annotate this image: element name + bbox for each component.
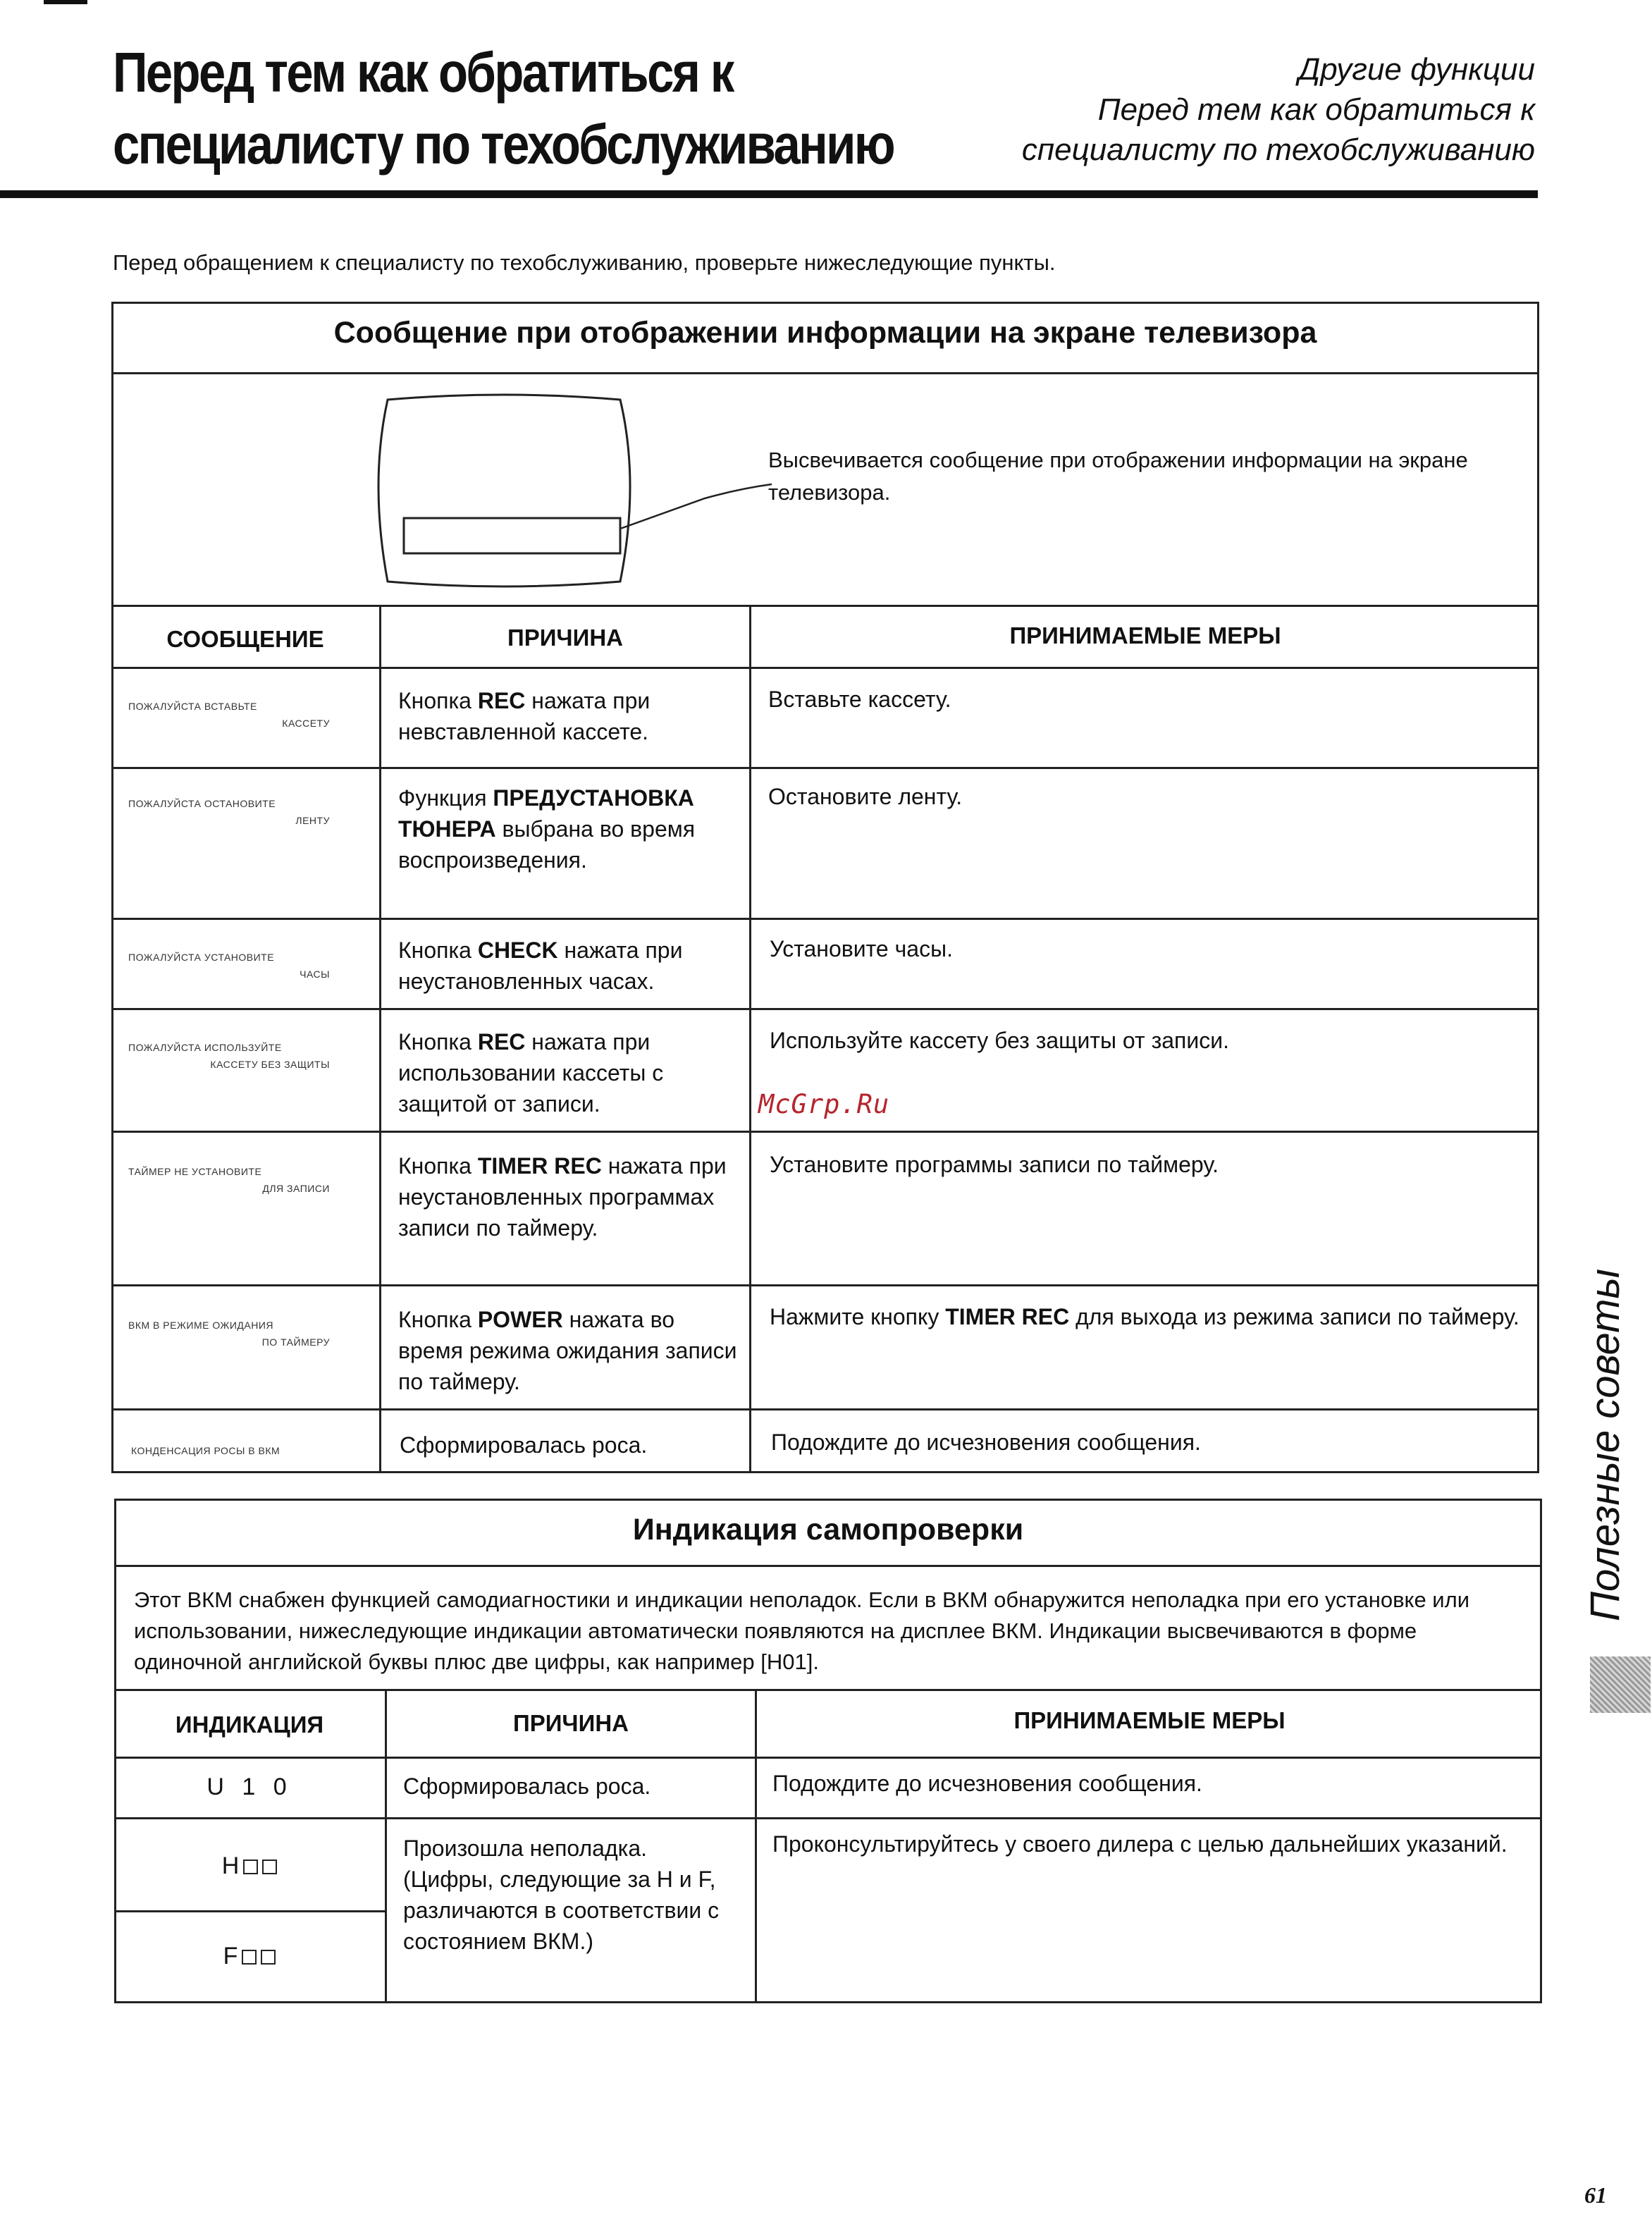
table1-header-rule bbox=[111, 667, 1539, 669]
intro-text: Перед обращением к специалисту по техобслуживанию, проверьте нижеследующие пункты. bbox=[113, 250, 1056, 275]
table2-row-2-action: Проконсультируйтесь у своего дилера с целью дальнейших указаний. bbox=[772, 1831, 1508, 1857]
section2-description: Этот ВКМ снабжен функцией самодиагностики и индикации неполадок. Если в ВКМ обнаружится неполадка при его установке или использовании, нижеследующие индикации автоматически появляются на дисплее ВКМ. Индикации высвечиваются в форме одиночной английской буквы плюс две цифры, как например [H01]. bbox=[134, 1587, 1470, 1674]
table1-row-rule-3 bbox=[111, 1008, 1539, 1010]
table2-header-action: ПРИНИМАЕМЫЕ МЕРЫ bbox=[1013, 1707, 1286, 1733]
table-row-2-message: ПОЖАЛУЙСТА ОСТАНОВИТЕ ЛЕНТУ bbox=[128, 798, 330, 826]
table-row-6-action: Нажмите кнопку TIMER REC для выхода из режима записи по таймеру. bbox=[770, 1304, 1520, 1329]
table-row-6-cause: Кнопка POWER нажата во время режима ожидания записи по таймеру. bbox=[398, 1307, 737, 1394]
subtitle-line3: специалисту по техобслуживанию bbox=[1021, 133, 1535, 167]
table2-row-2-cause: Произошла неполадка. (Цифры, следующие за H и F, различаются в соответствии с состоянием ВКМ.) bbox=[403, 1836, 720, 1954]
table2-header-cause: ПРИЧИНА bbox=[512, 1710, 629, 1736]
section2-title: Индикация самопроверки bbox=[632, 1513, 1024, 1547]
table-row-4-action: Используйте кассету без защиты от записи. bbox=[770, 1028, 1229, 1053]
table1-row-rule-4 bbox=[111, 1131, 1539, 1133]
table2-header-rule bbox=[114, 1757, 1542, 1759]
table2-col-divider-2 bbox=[755, 1689, 757, 2003]
table-row-3-cause: Кнопка CHECK нажата при неустановленных часах. bbox=[398, 938, 683, 994]
table-row-1-cause: Кнопка REC нажата при невставленной кассете. bbox=[398, 688, 651, 744]
digit-box-icon bbox=[242, 1950, 257, 1965]
table-row-1-action: Вставьте кассету. bbox=[768, 687, 951, 712]
page-number: 61 bbox=[1584, 2182, 1607, 2208]
section1-title-rule bbox=[111, 372, 1539, 374]
table2-row-1-cause: Сформировалась роса. bbox=[403, 1774, 651, 1799]
page-title-line2: специалисту по техобслуживанию bbox=[113, 113, 894, 176]
table1-header-cause: ПРИЧИНА bbox=[507, 625, 624, 651]
subtitle-line2: Перед тем как обратиться к bbox=[1097, 92, 1535, 127]
table1-row-rule-1 bbox=[111, 767, 1539, 769]
table-row-3-action: Установите часы. bbox=[770, 936, 953, 961]
side-tab-marker bbox=[1590, 1656, 1651, 1713]
table-row-5-cause: Кнопка TIMER REC нажата при неустановленных программах записи по таймеру. bbox=[398, 1153, 727, 1241]
tv-message-bar bbox=[404, 518, 620, 553]
table-row-5-action: Установите программы записи по таймеру. bbox=[770, 1152, 1219, 1177]
side-tab bbox=[1555, 1248, 1652, 1713]
self-check-box bbox=[114, 1499, 1542, 2003]
table-row-7-action: Подождите до исчезновения сообщения. bbox=[771, 1430, 1201, 1455]
tv-screen-outline bbox=[378, 395, 630, 586]
digit-box-icon bbox=[243, 1860, 258, 1874]
table2-row-rule-1 bbox=[114, 1817, 1542, 1819]
table1-row-rule-2 bbox=[111, 918, 1539, 920]
table2-indication-split bbox=[114, 1910, 385, 1912]
table-row-5-message: ТАЙМЕР НЕ УСТАНОВИТЕ ДЛЯ ЗАПИСИ bbox=[128, 1166, 330, 1194]
table-row-6-message: ВКМ В РЕЖИМЕ ОЖИДАНИЯ ПО ТАЙМЕРУ bbox=[128, 1320, 330, 1348]
tv-caption-leader bbox=[620, 484, 772, 529]
table1-top-rule bbox=[111, 605, 1539, 607]
table-row-7-cause: Сформировалась роса. bbox=[400, 1432, 648, 1458]
table1-header-action: ПРИНИМАЕМЫЕ МЕРЫ bbox=[1009, 622, 1281, 649]
table-row-4-message: ПОЖАЛУЙСТА ИСПОЛЬЗУЙТЕ КАССЕТУ БЕЗ ЗАЩИТЫ bbox=[128, 1042, 330, 1070]
table-row-3-message: ПОЖАЛУЙСТА УСТАНОВИТЕ ЧАСЫ bbox=[128, 952, 330, 980]
tv-caption: Высвечивается сообщение при отображении информации на экране телевизора. bbox=[768, 448, 1468, 505]
section1-title: Сообщение при отображении информации на экране телевизора bbox=[333, 316, 1317, 350]
indication-h: H bbox=[114, 1852, 385, 1880]
page-subtitle bbox=[1022, 49, 1535, 170]
table-row-4-cause: Кнопка REC нажата при использовании кассеты с защитой от записи. bbox=[398, 1029, 664, 1117]
table1-col-divider-1 bbox=[379, 605, 381, 1473]
table-row-7-message: КОНДЕНСАЦИЯ РОСЫ В ВКМ bbox=[131, 1445, 281, 1456]
digit-box-icon bbox=[262, 1860, 277, 1874]
digit-box-icon bbox=[261, 1950, 276, 1965]
table1-col-divider-2 bbox=[749, 605, 751, 1473]
page-title bbox=[113, 37, 894, 180]
top-corner-mark bbox=[44, 0, 87, 4]
watermark: McGrp.Ru bbox=[758, 1089, 890, 1119]
table-row-1-message: ПОЖАЛУЙСТА ВСТАВЬТЕ КАССЕТУ bbox=[128, 701, 330, 729]
subtitle-line1: Другие функции bbox=[1298, 52, 1535, 87]
table-row-2-cause: Функция ПРЕДУСТАНОВКА ТЮНЕРА выбрана во время воспроизведения. bbox=[398, 785, 696, 873]
table-row-2-action: Остановите ленту. bbox=[768, 784, 963, 809]
table2-header-indication: ИНДИКАЦИЯ bbox=[175, 1711, 324, 1738]
table1-row-rule-6 bbox=[111, 1408, 1539, 1410]
table2-top-rule bbox=[114, 1689, 1542, 1691]
section2-title-rule bbox=[114, 1565, 1542, 1567]
table1-header-message: СООБЩЕНИЕ bbox=[166, 626, 324, 652]
side-tab-label: Полезные советы bbox=[1582, 1268, 1628, 1621]
indication-u10: U 1 0 bbox=[207, 1774, 292, 1800]
table1-row-rule-5 bbox=[111, 1284, 1539, 1286]
indication-f: F bbox=[114, 1943, 385, 1970]
page-title-line1: Перед тем как обратиться к bbox=[113, 41, 733, 104]
table2-row-1-action: Подождите до исчезновения сообщения. bbox=[772, 1771, 1202, 1796]
header-rule bbox=[0, 190, 1538, 198]
